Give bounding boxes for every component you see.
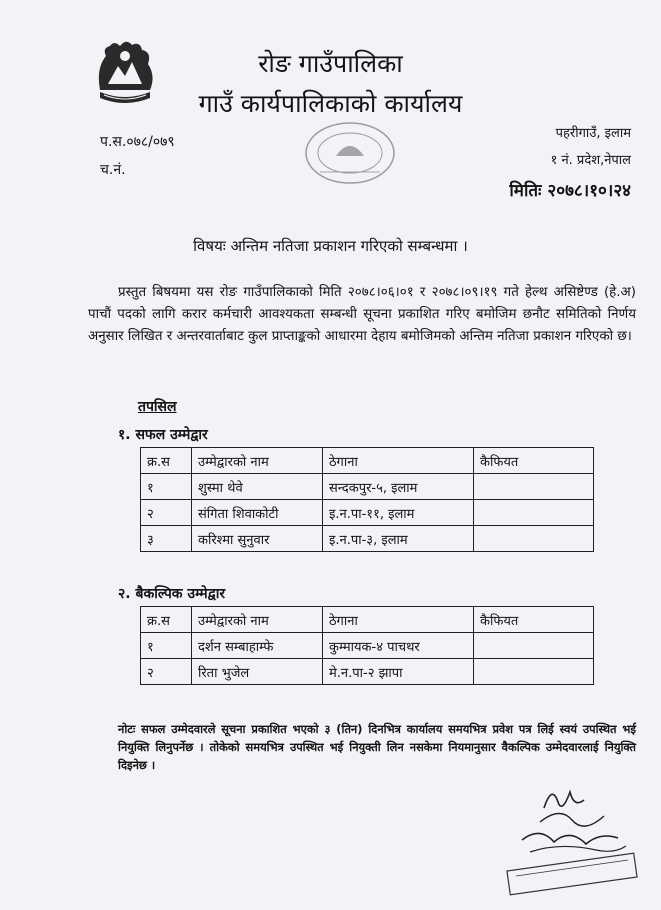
cell-remarks [474, 474, 594, 500]
column-header: कैफियत [474, 448, 594, 474]
cell-address: इ.न.पा-११, इलाम [323, 500, 474, 526]
column-header: ठेगाना [323, 448, 474, 474]
table-row [141, 526, 594, 552]
table-header-row [141, 448, 594, 474]
table-row [141, 474, 594, 500]
dispatch-number: च.नं. [100, 162, 126, 178]
body-paragraph: प्रस्तुत बिषयमा यस रोङ गाउँपालिकाको मिति २०७८।०६।०१ र २०७८।०९।१९ गते हेल्थ असिष्टेण्ड (हे.अ) पाचौं पदको लागि करार कर्मचारी आवश्यकता सम्बन्धी सूचना प्रकाशित गरिए बमोजिम छनौट समितिको निर्णय अनुसार लिखित र अन्तरवार्ताबाट कुल प्राप्ताङ्कको आधारमा देहाय बमोजिमको अन्तिम नतिजा प्रकाशन गरिएको छ। [88, 285, 636, 344]
table-row [141, 633, 594, 659]
note-paragraph: नोटः सफल उम्मेदवारले सूचना प्रकाशित भएको ३ (तिन) दिनभित्र कार्यालय समयभित्र प्रवेश पत्र लिई स्वयं उपस्थित भई नियुक्ति लिनुपर्नेछ । तोकेको समयभित्र उपस्थित भई नियुक्ती लिन नसकेमा नियमानुसार वैकल्पिक उम्मेदवारलाई नियुक्ति दिइनेछ । [118, 722, 636, 772]
cell-address: सन्दकपुर-५, इलाम [323, 474, 474, 500]
alternate-candidates-table [140, 606, 594, 685]
address-block [509, 120, 631, 205]
cell-name: दर्शन सम्बाहाम्फे [192, 633, 323, 659]
cell-name: रिता भुजेल [192, 659, 323, 685]
cell-remarks [474, 633, 594, 659]
successful-candidates-table [140, 447, 594, 552]
cell-address: इ.न.पा-३, इलाम [323, 526, 474, 552]
municipality-title: रोङ गाउँपालिका [258, 49, 403, 78]
cell-name: शुस्मा थेवे [192, 474, 323, 500]
table-row [141, 659, 594, 685]
cell-sn: ३ [141, 526, 192, 552]
cell-sn: १ [141, 633, 192, 659]
cell-sn: २ [141, 659, 192, 685]
table-row [141, 500, 594, 526]
cell-remarks [474, 500, 594, 526]
cell-sn: २ [141, 500, 192, 526]
reference-number: प.स.०७८/०७९ [100, 134, 175, 150]
subject-line: विषयः अन्तिम नतिजा प्रकाशन गरिएको सम्बन्धमा । [193, 237, 468, 255]
column-header: ठेगाना [323, 607, 474, 633]
cell-name: संगिता शिवाकोटी [192, 500, 323, 526]
office-title: गाउँ कार्यपालिकाको कार्यालय [198, 89, 463, 118]
cell-name: करिश्मा सुनुवार [192, 526, 323, 552]
successful-candidates-heading: १. सफल उम्मेद्वार [118, 427, 208, 443]
details-heading: तपसिल [138, 399, 177, 415]
column-header: क्र.स [141, 607, 192, 633]
cell-remarks [474, 526, 594, 552]
column-header: क्र.स [141, 448, 192, 474]
cell-remarks [474, 659, 594, 685]
cell-sn: १ [141, 474, 192, 500]
column-header: उम्मेद्वारको नाम [192, 448, 323, 474]
reference-block [100, 128, 175, 184]
cell-address: कुम्मायक-४ पाचथर [323, 633, 474, 659]
column-header: उम्मेद्वारको नाम [192, 607, 323, 633]
table-header-row [141, 607, 594, 633]
office-stamp-icon [300, 118, 400, 188]
address-line-2: १ नं. प्रदेश,नेपाल [550, 153, 631, 168]
cell-address: मे.न.पा-२ झापा [323, 659, 474, 685]
signature-stamp-icon [500, 778, 645, 896]
letter-date: मितिः २०७८।१०।२४ [509, 181, 631, 201]
address-line-1: पहरीगाउँ, इलाम [555, 126, 631, 141]
column-header: कैफियत [474, 607, 594, 633]
alternate-candidates-heading: २. बैकल्पिक उम्मेद्वार [118, 586, 226, 602]
